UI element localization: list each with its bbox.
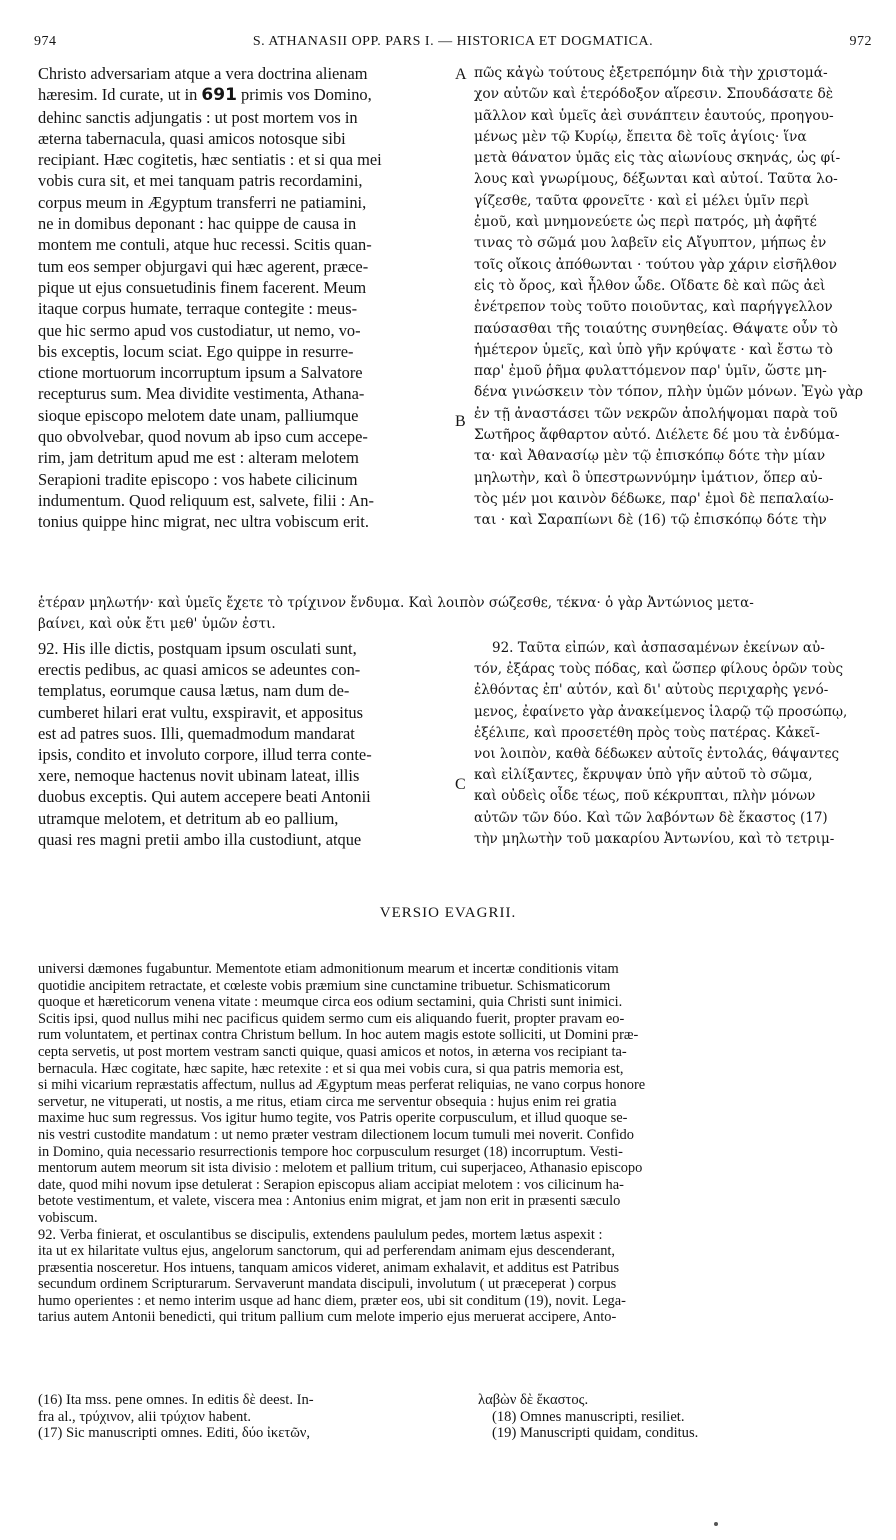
text-line: erectis pedibus, ac quasi amicos se adeuntes con- xyxy=(38,660,361,680)
text-line: bernacula. Hæc cogitate, hæc sapite, hæc retexite : et si qua mei vobis cura, si qua patris memoria est, xyxy=(38,1060,624,1077)
margin-letter-b: B xyxy=(455,413,466,430)
text-line: νοι λοιπὸν, καθὰ δέδωκεν αὐτοῖς ἐντολάς, θάψαντες xyxy=(474,746,840,763)
column-number: 691 xyxy=(201,85,237,106)
text-line: 92. Verba finierat, et osculantibus se discipulis, extendens paululum pedes, mortem lætus aspexit : xyxy=(38,1226,603,1243)
text-fragment: hæresim. Id curate, ut in xyxy=(38,85,198,105)
spanning-line: ἑτέραν μηλωτήν· καὶ ὑμεῖς ἔχετε τὸ τρίχινον ἔνδυμα. Καὶ λοιπὸν σώζεσθε, τέκνα· ὁ γὰρ Ἀντώνιος μετα- xyxy=(38,595,754,611)
text-line: betote vestimentum, et valete, viscera mea : Antonius enim migrat, et jam non erit in præsenti sæculo xyxy=(38,1193,621,1210)
text-line: dehinc sanctis adjungatis : ut post mortem vos in xyxy=(38,107,358,127)
text-line: τὸς μέν μοι καινὸν δέδωκε, παρ' ἐμοὶ δὲ πεπαλαίω- xyxy=(474,490,834,507)
text-line: quasi res magni pretii ambo illa custodiunt, atque xyxy=(38,829,362,849)
text-line: maxime huc sum regressus. Vos igitur humo tegite, vos Patris operite corpusculum, et illud quoque se- xyxy=(38,1110,628,1127)
text-line: est ad patres suos. Illi, quemadmodum mandarat xyxy=(38,723,355,743)
text-line: ctione mortuorum incorruptum ipsum a Salvatore xyxy=(38,363,363,383)
footnote-line: fra al., τρύχινον, alii τρύχιον habent. xyxy=(38,1408,252,1425)
text-line: τινας τὸ σῶμά μου λαβεῖν εἰς Αἴγυπτον, μήπως ἐν xyxy=(474,235,827,252)
text-line: indumentum. Quod reliquum est, salvete, filii : An- xyxy=(38,490,374,510)
text-line: τα· καὶ Ἀθανασίῳ μὲν τῷ ἐπισκόπῳ δότε τὴν μίαν xyxy=(474,448,826,465)
running-header xyxy=(34,30,872,54)
running-title: S. ATHANASII OPP. PARS I. — HISTORICA ET DOGMATICA. xyxy=(252,34,654,49)
text-line: vobis cura sit, et mei tanquam patris recordamini, xyxy=(38,171,363,191)
text-line: utramque melotem, et detritum ab eo pallium, xyxy=(38,808,339,828)
text-line: æterna tabernacula, quasi amicos notosque sibi xyxy=(38,128,346,148)
text-line: τόν, ἐξάρας τοὺς πόδας, καὶ ὥσπερ φίλους ὁρῶν τοὺς xyxy=(474,661,844,678)
text-line: tarius autem Antonii benedicti, qui tritum pallium cum melote imperio ejus meruerat accipere, Anto- xyxy=(38,1309,617,1326)
latin-section-92 xyxy=(38,638,452,850)
text-line: servetur, ne vituperati, ut nostis, a me ritus, etiam circa me serventur obsequia : hujus enim rei gratia xyxy=(38,1093,617,1110)
text-line: nis vestri custodite mandatum : ut nemo præter vestram dilectionem locum tumuli mei noverit. Confido xyxy=(38,1126,634,1143)
text-line: universi dæmones fugabuntur. Mementote etiam admonitionum mearum et incertæ conditionis vitam xyxy=(38,961,619,977)
text-line: Σωτῆρος ἄφθαρτον αὐτό. Διέλετε δέ μου τὰ ἐνδύμα- xyxy=(474,427,840,444)
text-line: ται · καὶ Σαραπίωνι δὲ (16) τῷ ἐπισκόπῳ δότε τὴν xyxy=(474,512,827,529)
spanning-line: βαίνει, καὶ οὐκ ἔτι μεθ' ὑμῶν ἐστι. xyxy=(38,616,276,632)
text-line: quo obvolvebar, quod novum ab ipso cum accepe- xyxy=(38,427,368,447)
text-line: præsentia nosceretur. Hos intuens, tanquam amicos videret, animam exhalavit, et additus est Patribus xyxy=(38,1259,620,1276)
text-line: μᾶλλον καὶ ὑμεῖς ἀεὶ συνάπτειν ἑαυτούς, προηγου- xyxy=(474,107,834,124)
text-line: καὶ οὐδεὶς οἶδε τέως, ποῦ κέκρυπται, πλὴν μόνων xyxy=(474,788,816,805)
text-line: μηλωτὴν, καὶ ὃ ὑπεστρωννύμην ἱμάτιον, ὅπερ αὐ- xyxy=(474,469,823,486)
latin-column xyxy=(38,63,452,533)
text-line: recipiant. Hæc cogitetis, hæc sentiatis : et si qua mei xyxy=(38,150,382,170)
text-line: 92. His ille dictis, postquam ipsum osculati sunt, xyxy=(38,639,357,658)
footnote-line: (18) Omnes manuscripti, resiliet. xyxy=(492,1408,685,1425)
text-line: ne in domibus deponant : hac quippe de causa in xyxy=(38,214,357,234)
text-line: date, quod mihi novum ipse detulerat : Serapion episcopus aliam accipiat melotem : vos cilicinum ha- xyxy=(38,1176,624,1193)
footnote-line: (19) Manuscripti quidam, conditus. xyxy=(492,1425,699,1441)
text-line: 92. Ταῦτα εἰπών, καὶ ἀσπασαμένων ἐκείνων αὐ- xyxy=(492,640,825,656)
text-fragment: primis vos Domino, xyxy=(241,85,372,105)
text-line: cepta servetis, ut post mortem vestram sancti quique, quasi amicos et notos, in æterna vos recipiant ta- xyxy=(38,1043,627,1060)
text-line: cumberet hilari erat vultu, exspiravit, et appositus xyxy=(38,702,363,722)
text-line: tum eos semper objurgavi qui hæc agerent, præce- xyxy=(38,256,369,276)
text-line: λους καὶ γνωρίμους, δέξωνται καὶ αὐτοί. Ταῦτα λο- xyxy=(474,171,838,188)
text-line: χον αὐτῶν καὶ ἑτερόδοξον αἵρεσιν. Σπουδάσατε δὲ xyxy=(474,86,834,103)
text-line: itaque corpus humate, terraque contegite : meus- xyxy=(38,299,358,319)
text-line: δένα γινώσκειν τὸν τόπον, πλὴν ὑμῶν μόνων. Ἐγὼ γὰρ xyxy=(474,384,864,401)
footnote-line: (17) Sic manuscripti omnes. Editi, δύο ἰκετῶν, xyxy=(38,1425,311,1441)
text-line: τοῖς οἴκοις ἀπόθωνται · τούτου γὰρ χάριν εἰσῆλθον xyxy=(474,256,837,273)
text-line: ἐμοῦ, καὶ μνημονεύετε ὡς περὶ πατρός, μὴ ἀφῆτέ xyxy=(474,214,817,231)
text-line: ἐξέλιπε, καὶ προσετέθη πρὸς τοὺς πατέρας. Κἀκεῖ- xyxy=(474,724,820,741)
text-line: μένως μὲν τῷ Κυρίῳ, ἔπειτα δὲ τοῖς ἁγίοις· ἵνα xyxy=(474,128,807,145)
text-line: ἐλθόντας ἐπ' αὐτόν, καὶ δι' αὐτοὺς περιχαρὴς γενό- xyxy=(474,682,829,699)
ink-speck xyxy=(714,1522,718,1526)
text-line: παύσασθαι τῆς τοιαύτης συνηθείας. Θάψατε οὖν τὸ xyxy=(474,320,838,337)
text-line: quotidie ancipitem retractate, et cœleste vobis præmium sine cunctamine tribuetur. Schismaticorum xyxy=(38,977,611,994)
text-line: ipsis, condito et involuto corpore, illud terra conte- xyxy=(38,745,372,765)
versio-evagrii-text xyxy=(38,961,876,1326)
text-line: εἰς τὸ ὄρος, καὶ ἦλθον ὧδε. Οἴδατε δὲ καὶ πῶς ἀεὶ xyxy=(474,277,826,294)
text-line: Serapioni tradite episcopo : vos habete cilicinum xyxy=(38,469,358,489)
text-line: αὐτῶν τῶν δύο. Καὶ τῶν λαβόντων δὲ ἕκαστος (17) xyxy=(474,809,828,826)
text-line: παρ' ἐμοῦ ῥῆμα φυλαττόμενον παρ' ὑμῖν, ὥστε μη- xyxy=(474,363,827,380)
page-number-right: 972 xyxy=(849,34,872,49)
text-line: γίζεσθε, ταῦτα φρονεῖτε · καὶ εἰ μέλει ὑμῖν περὶ xyxy=(474,192,810,209)
text-line: Scitis ipsi, quod nullus mihi nec pacificus quidem sermo cum eis aliquando fuerit, propter pravam eo- xyxy=(38,1010,625,1027)
greek-section-92 xyxy=(474,638,876,850)
text-line: xere, nemoque hactenus novit ubinam lateat, illis xyxy=(38,766,360,786)
text-line: templatus, eorumque causa lætus, nam dum de- xyxy=(38,681,350,701)
footnote-line: (16) Ita mss. pene omnes. In editis δὲ deest. In- xyxy=(38,1392,314,1408)
text-line: ἐνέτρεπον τοὺς τοῦτο ποιοῦντας, καὶ παρήγγελλον xyxy=(474,299,833,316)
text-line: sioque episcopo melotem date unam, palliumque xyxy=(38,405,359,425)
text-line: duobus exceptis. Qui autem accepere beati Antonii xyxy=(38,787,371,807)
text-line: montem me contuli, atque huc recessi. Scitis quan- xyxy=(38,235,372,255)
text-line: τὴν μηλωτὴν τοῦ μακαρίου Ἀντωνίου, καὶ τὸ τετριμ- xyxy=(474,830,835,847)
text-line: recepturus sum. Mea dividite vestimenta, Athana- xyxy=(38,384,365,404)
text-line: vobiscum. xyxy=(38,1209,98,1226)
footnotes-right xyxy=(478,1392,876,1442)
text-line: mentorum autem meorum sit ista divisio : melotem et pallium tritum, cui superjaceo, Athanasio episcopo xyxy=(38,1160,643,1177)
text-line: secundum ordinem Scripturarum. Servaverunt mandata discipuli, involutum ( ut præceperat ) corpus xyxy=(38,1276,617,1293)
footnote-line: λαβὼν δὲ ἕκαστος. xyxy=(478,1392,589,1408)
text-line: humo operientes : et nemo interim usque ad hanc diem, præter eos, ubi sit conditum (19), novit. Lega- xyxy=(38,1292,626,1309)
text-line: in Domino, quia necessario resurrectionis tempore hoc corpusculum resurget (18) incorruptum. Vesti- xyxy=(38,1143,623,1160)
greek-column xyxy=(474,63,876,532)
text-line: καὶ εἰλίξαντες, ἔκρυψαν ὑπὸ γῆν αὐτοῦ τὸ σῶμα, xyxy=(474,767,813,784)
text-line: ἡμέτερον ὑμεῖς, καὶ ὑπὸ γῆν κρύψατε · καὶ ἔστω τὸ xyxy=(474,341,833,358)
margin-letter-c: C xyxy=(455,776,466,793)
text-line: si mihi vicarium repræstatis affectum, nullus ad Ægyptum meas perferat reliquias, ne vano corpus honore xyxy=(38,1077,646,1094)
text-line: μετὰ θάνατον ὑμᾶς εἰς τὰς αἰωνίους σκηνάς, ὡς φί- xyxy=(474,150,841,167)
text-line: ἐν τῇ ἀναστάσει τῶν νεκρῶν ἀπολήψομαι παρὰ τοῦ xyxy=(474,405,838,422)
text-line: Christo adversariam atque a vera doctrina alienam xyxy=(38,64,368,83)
section-title: VERSIO EVAGRII. xyxy=(379,905,517,921)
page-number-left: 974 xyxy=(34,34,57,49)
text-line: μενος, ἐφαίνετο γὰρ ἀνακείμενος ἱλαρῷ τῷ προσώπῳ, xyxy=(474,703,848,720)
text-line: ita ut ex hilaritate vultus ejus, angelorum sanctorum, qui ad perferendam animam ejus descenderant, xyxy=(38,1243,616,1260)
text-line: corpus meum in Ægyptum transferri ne patiamini, xyxy=(38,192,367,212)
margin-letter-a: A xyxy=(455,66,467,83)
text-line: rim, jam detritum apud me est : alteram melotem xyxy=(38,448,359,468)
text-line: bis exceptis, locum sciat. Ego quippe in resurre- xyxy=(38,341,354,361)
footnotes-left xyxy=(38,1392,448,1442)
text-line: tonius quippe hinc migrat, nec ultra vobiscum erit. xyxy=(38,512,369,532)
text-line: rum voluntatem, et pertinax contra Christum bellum. In hoc autem magis estote solliciti, ut Domini præ- xyxy=(38,1027,639,1044)
text-line: pique ut ejus consuetudinis finem facerent. Meum xyxy=(38,277,367,297)
text-line: que hic sermo apud vos custodiatur, ut nemo, vo- xyxy=(38,320,361,340)
text-line: πῶς κἀγὼ τούτους ἐξετρεπόμην διὰ τὴν χριστομά- xyxy=(474,65,828,81)
text-line: quoque et hæreticorum venena vitate : meumque circa eos odium sectamini, quia Christi sunt inimici. xyxy=(38,994,623,1011)
text-line xyxy=(38,84,452,106)
